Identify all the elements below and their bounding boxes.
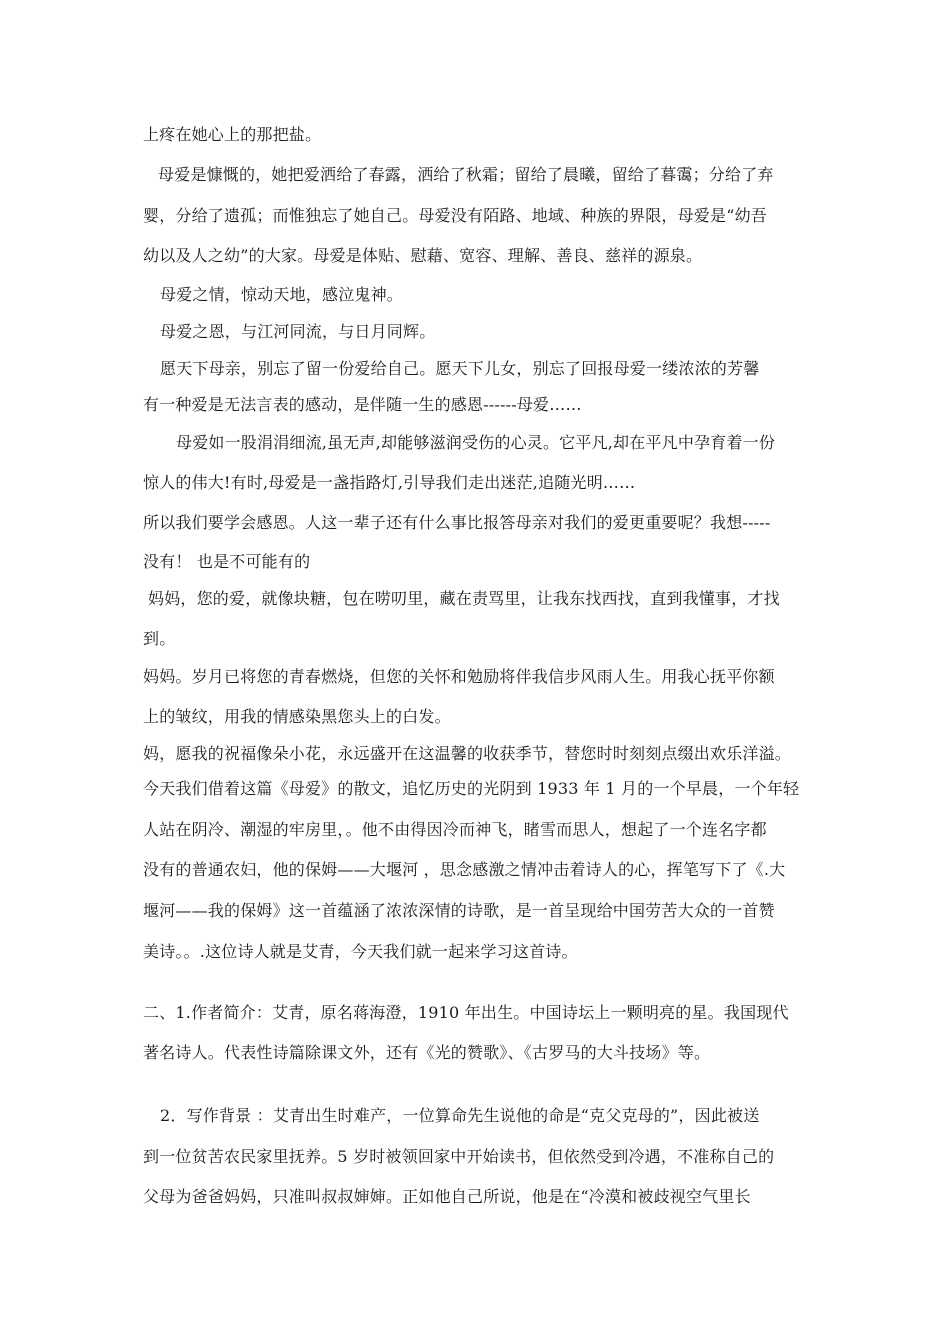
text-line: 二、1.作者简介：艾青，原名蒋海澄，1910 年出生。中国诗坛上一颗明亮的星。我国现代 [143,1003,789,1022]
text-line: 幼以及人之幼”的大家。母爱是体贴、慰藉、宽容、理解、善良、慈祥的源泉。 [143,246,703,265]
text-line: 堰河——我的保姆》这一首蕴涵了浓浓深情的诗歌，是一首呈现给中国劳苦大众的一首赞 [143,901,775,920]
text-line: 到一位贫苦农民家里抚养。5 岁时被领回家中开始读书，但依然受到冷遇，不准称自己的 [143,1147,775,1166]
text-line: 人站在阴冷、潮湿的牢房里，。他不由得因冷而神飞，睹雪而思人，想起了一个连名字都 [143,820,767,839]
text-line: 有一种爱是无法言表的感动，是伴随一生的感恩------母爱…… [143,395,582,414]
text-line: 上疼在她心上的那把盐。 [143,125,322,144]
text-line: 上的皱纹，用我的情感染黑您头上的白发。 [143,707,451,726]
text-line: 母爱之情，惊动天地，感泣鬼神。 [160,285,404,304]
text-line: 到。 [143,629,176,648]
text-line: 父母为爸爸妈妈，只准叫叔叔婶婶。正如他自己所说，他是在“冷漠和被歧视空气里长 [143,1187,751,1206]
text-line: 妈，愿我的祝福像朵小花，永远盛开在这温馨的收获季节，替您时时刻刻点缀出欢乐洋溢。 [143,744,792,763]
text-line: 惊人的伟大!有时,母爱是一盏指路灯,引导我们走出迷茫,追随光明…… [143,473,636,492]
text-line: 今天我们借着这篇《母爱》的散文，追忆历史的光阴到 1933 年 1 月的一个早晨，一个年轻 [143,779,800,798]
text-line: 所以我们要学会感恩。人这一辈子还有什么事比报答母亲对我们的爱更重要呢？我想----- [143,513,771,532]
text-line: 婴，分给了遗孤；而惟独忘了她自己。母爱没有陌路、地域、种族的界限，母爱是“幼吾 [143,206,767,225]
text-line: 著名诗人。代表性诗篇除课文外，还有《光的赞歌》、《古罗马的大斗技场》等。 [143,1043,711,1062]
text-line: 母爱如一股涓涓细流,虽无声,却能够滋润受伤的心灵。它平凡,却在平凡中孕育着一份 [176,433,776,452]
text-line: 美诗。。.这位诗人就是艾青，今天我们就一起来学习这首诗。 [143,942,578,961]
text-line: 母爱是慷慨的，她把爱洒给了春露，洒给了秋霜；留给了晨曦，留给了暮霭；分给了弃 [158,165,774,184]
text-line: 愿天下母亲，别忘了留一份爱给自己。愿天下儿女，别忘了回报母爱一缕浓浓的芳馨 [160,359,760,378]
text-line: 2．写作背景 ：艾青出生时难产，一位算命先生说他的命是“克父克母的”，因此被送 [160,1106,760,1125]
text-line: 没有！ 也是不可能有的 [143,552,311,571]
text-line: 没有的普通农妇，他的保姆——大堰河 ，思念感激之情冲击着诗人的心，挥笔写下了《.大 [143,860,786,879]
text-line: 妈妈。岁月已将您的青春燃烧，但您的关怀和勉励将伴我信步风雨人生。用我心抚平你额 [143,667,775,686]
text-line: 母爱之恩，与江河同流，与日月同辉。 [160,322,436,341]
text-line: 妈妈，您的爱，就像块糖，包在唠叨里，藏在责骂里，让我东找西找，直到我懂事，才找 [148,589,780,608]
